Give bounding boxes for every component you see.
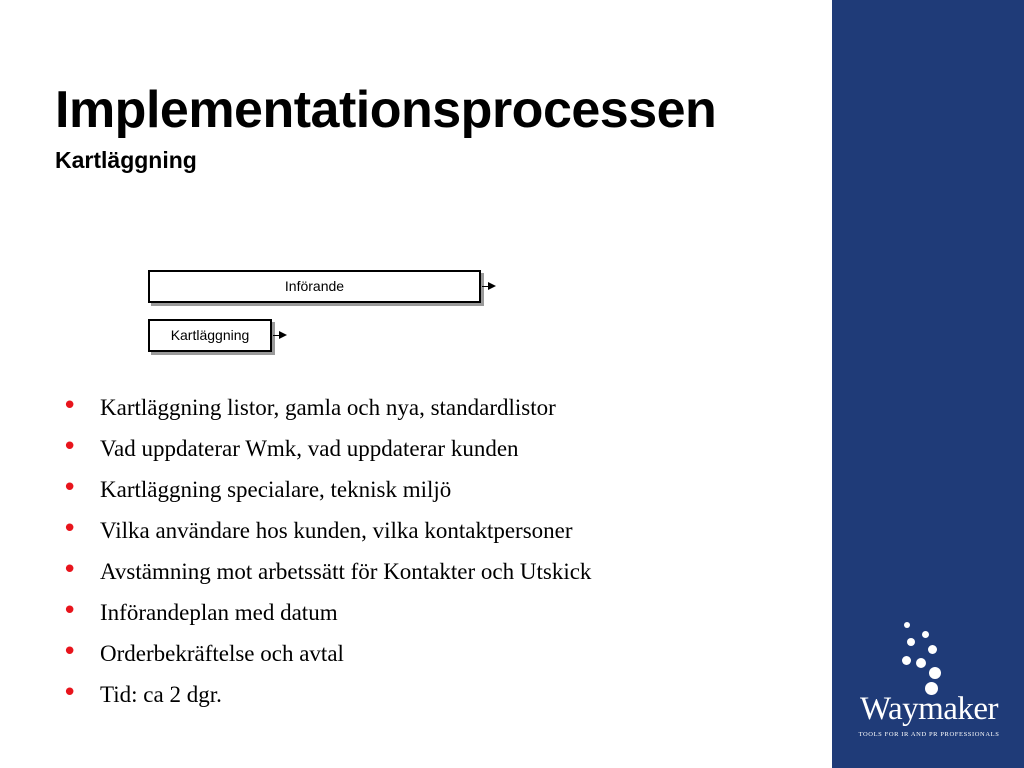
bullet-icon: •	[62, 555, 78, 585]
bullet-icon: •	[62, 432, 78, 462]
brand-tagline: TOOLS FOR IR AND PR PROFESSIONALS	[858, 731, 1000, 738]
list-item	[62, 429, 591, 470]
list-item	[62, 388, 591, 429]
brand-sidebar	[832, 0, 1024, 768]
slide-subtitle: Kartläggning	[55, 147, 197, 173]
list-item-text: Vad uppdaterar Wmk, vad uppdaterar kunden	[100, 436, 519, 461]
list-item	[62, 593, 591, 634]
bullet-icon: •	[62, 637, 78, 667]
list-item-text: Avstämning mot arbetssätt för Kontakter och Utskick	[100, 559, 592, 584]
bullet-icon: •	[62, 391, 78, 421]
bullet-icon: •	[62, 596, 78, 626]
phase-box-implementation: Införande	[148, 270, 481, 303]
list-item	[62, 470, 591, 511]
list-item-text: Vilka användare hos kunden, vilka kontaktpersoner	[100, 518, 573, 543]
arrow-right-icon	[273, 335, 285, 336]
brand-logo-wordmark: Waymaker	[859, 691, 999, 727]
bullet-icon: •	[62, 678, 78, 708]
list-item-text: Kartläggning specialare, teknisk miljö	[100, 477, 452, 502]
bullet-icon: •	[62, 514, 78, 544]
list-item-text: Tid: ca 2 dgr.	[100, 682, 222, 707]
bullet-list	[62, 388, 591, 716]
phase-box-mapping: Kartläggning	[148, 319, 272, 352]
list-item	[62, 675, 591, 716]
list-item	[62, 552, 591, 593]
list-item-text: Kartläggning listor, gamla och nya, standardlistor	[100, 395, 556, 420]
slide-title: Implementationsprocessen	[55, 81, 717, 139]
arrow-right-icon	[482, 286, 494, 287]
list-item-text: Införandeplan med datum	[100, 600, 338, 625]
list-item	[62, 511, 591, 552]
list-item-text: Orderbekräftelse och avtal	[100, 641, 344, 666]
bullet-icon: •	[62, 473, 78, 503]
list-item	[62, 634, 591, 675]
logo-dots-icon	[832, 0, 1024, 700]
